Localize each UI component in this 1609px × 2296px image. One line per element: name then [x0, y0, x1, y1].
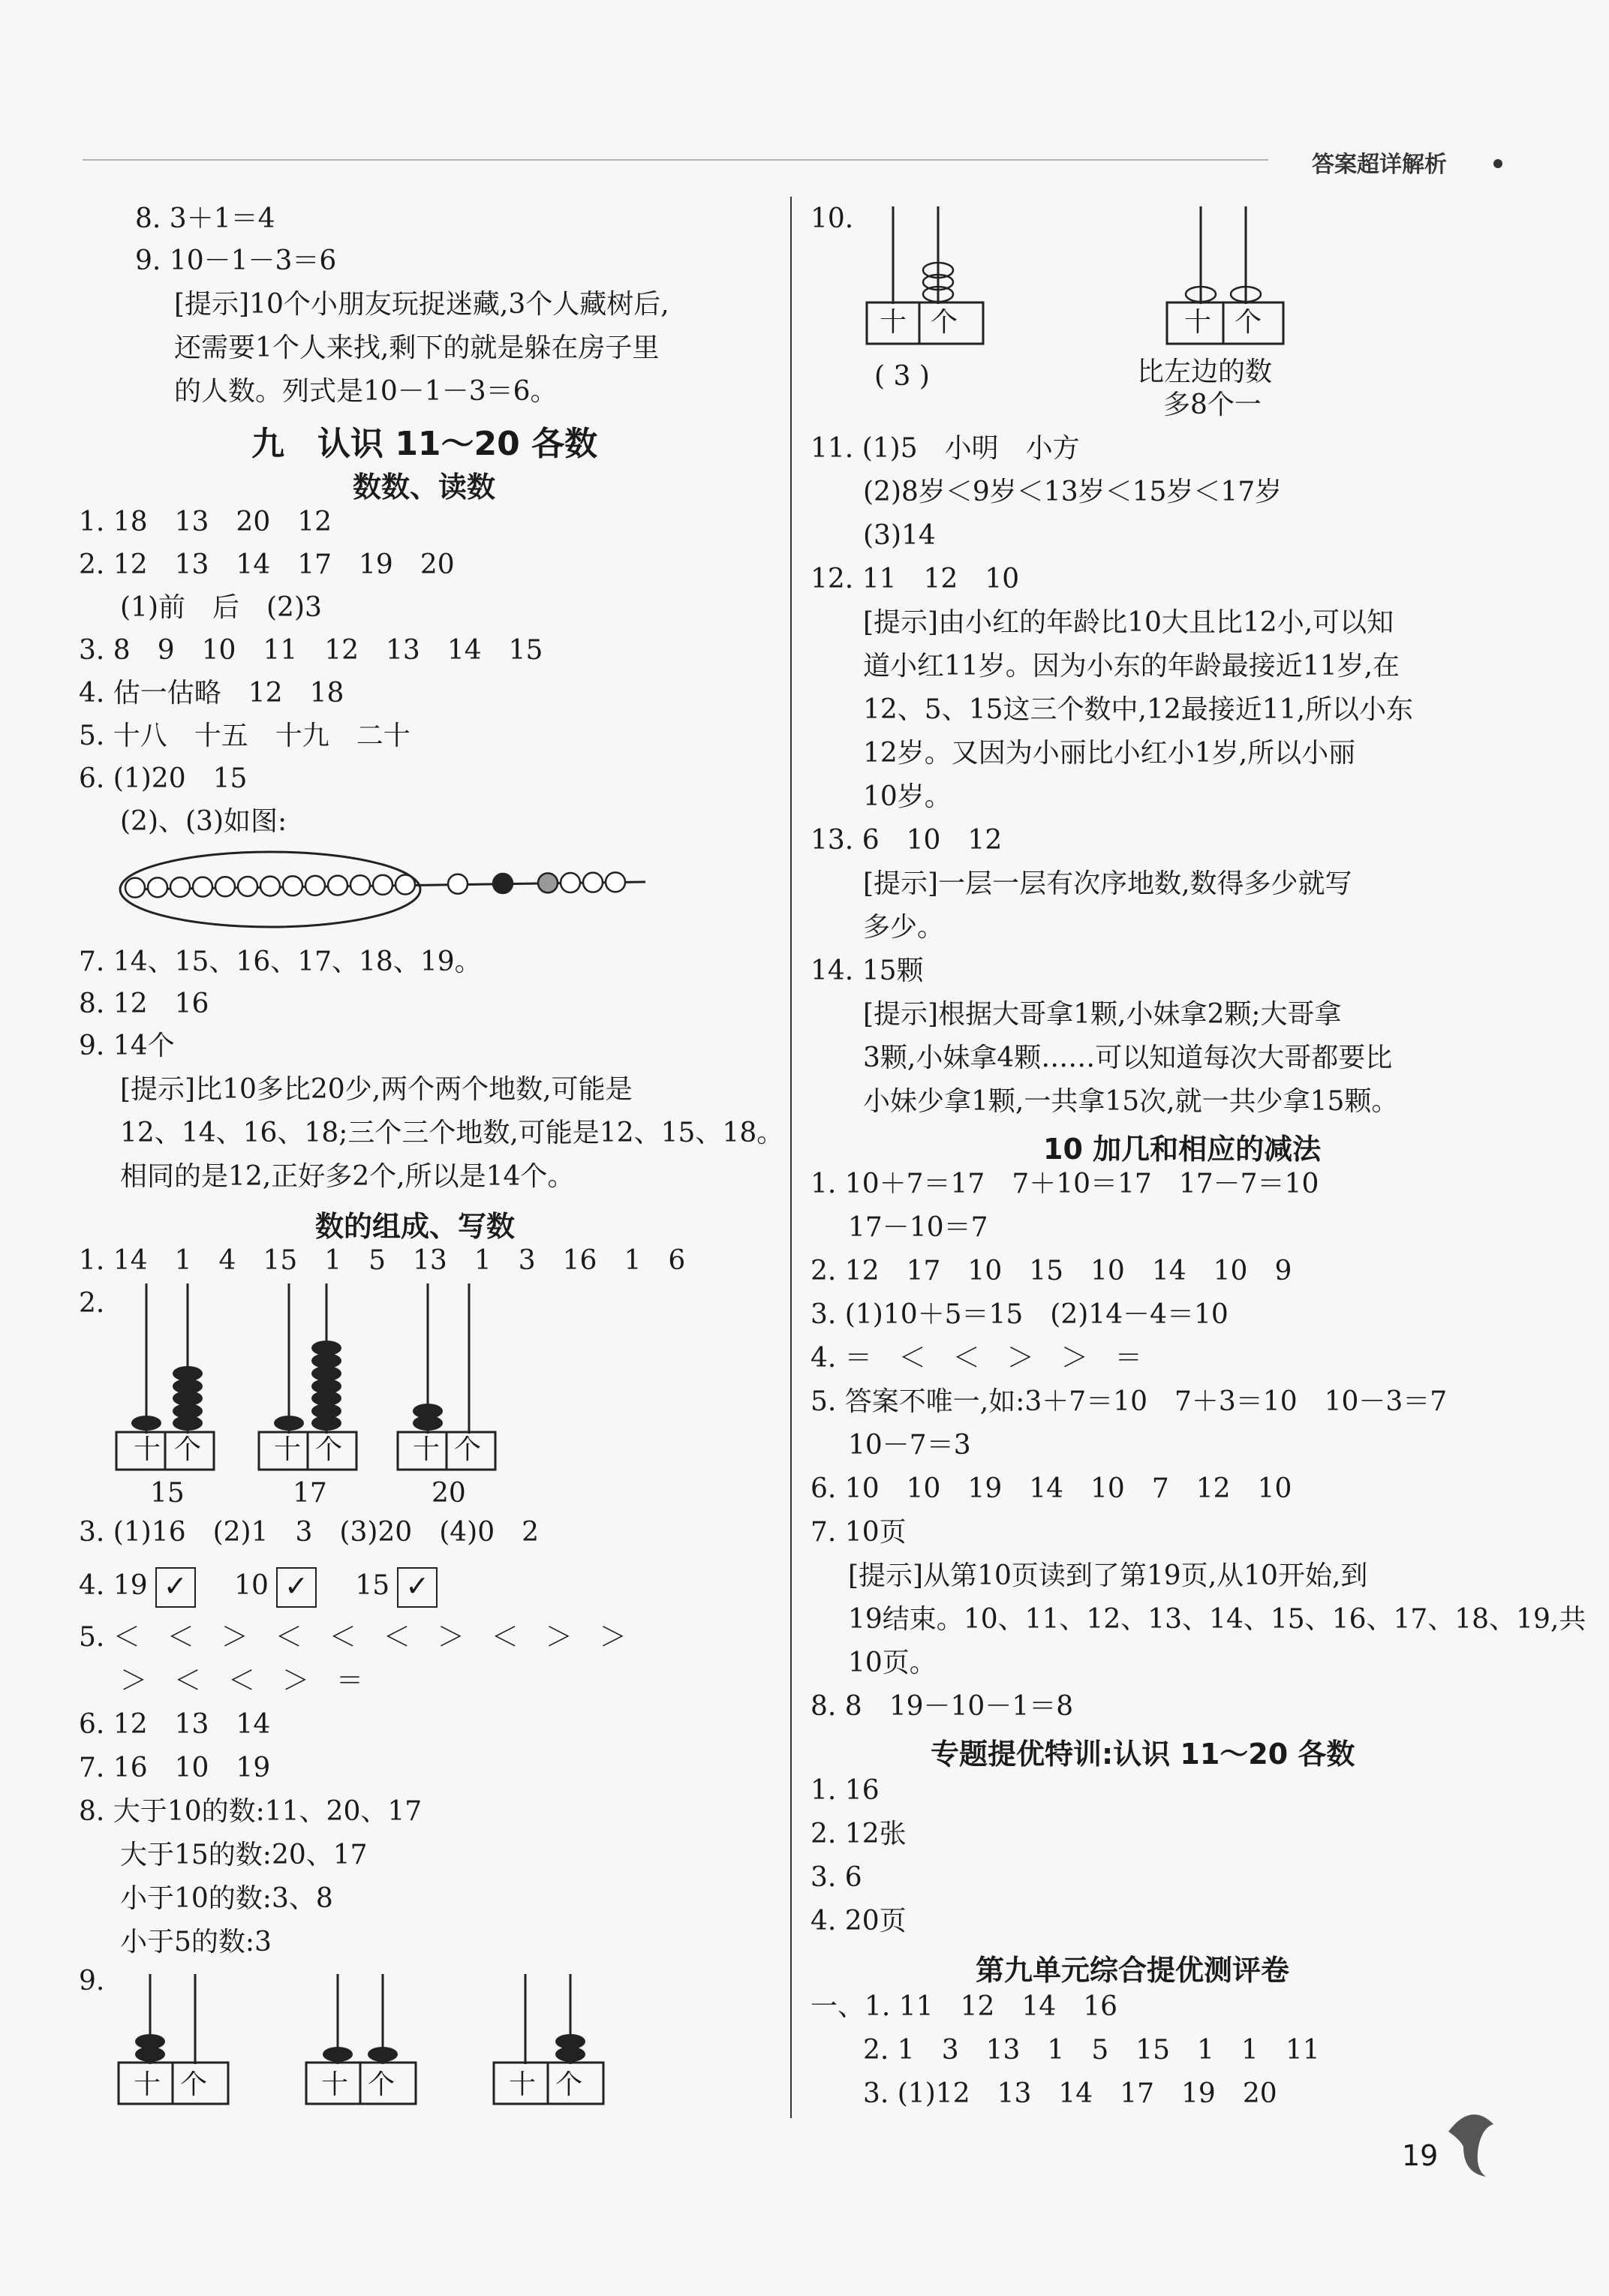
- count-answer-6: 6. (1)20 15: [79, 763, 248, 794]
- count-answer-2: 2. 12 13 14 17 19 20: [79, 549, 455, 580]
- bead: [170, 877, 190, 897]
- hint-14-line2: 3颗,小妹拿4颗……可以知道每次大哥都要比: [863, 1043, 1393, 1073]
- bead: [215, 877, 235, 896]
- bead: [583, 873, 603, 892]
- hint-12-line3: 12、5、15这三个数中,12最接近11,所以小东: [863, 694, 1414, 725]
- abacus-label-tens: 十: [880, 307, 907, 338]
- compose-answer-4: [79, 1567, 468, 1608]
- count-answer-4: 4. 估一估略 12 18: [79, 678, 344, 709]
- count-answer-1: 1. 18 13 20 12: [79, 507, 332, 537]
- ten-plus-answer-6: 6. 10 10 19 14 10 7 12 10: [811, 1473, 1292, 1504]
- unit-test-answer-2: 2. 1 3 13 1 5 15 1 1 11: [863, 2035, 1320, 2066]
- compose-answer-8: 8. 大于10的数:11、20、17: [79, 1796, 423, 1827]
- answer-10-value: ( 3 ): [874, 361, 930, 392]
- abacus-value: 20: [432, 1478, 466, 1509]
- section-unit-test: 第九单元综合提优测评卷: [976, 1954, 1290, 1987]
- abacus-label-tens: 十: [509, 2069, 537, 2100]
- hint-12-line5: 10岁。: [863, 781, 952, 812]
- bead: [148, 877, 167, 897]
- hint-count-9-line1: [提示]比10多比20少,两个两个地数,可能是: [120, 1074, 633, 1105]
- special-answer-3: 3. 6: [811, 1862, 862, 1893]
- q4-number: 4.: [79, 1570, 105, 1601]
- compose-answer-6: 6. 12 13 14: [79, 1709, 271, 1740]
- section-count-read: 数数、读数: [353, 471, 496, 504]
- count-answer-3: 3. 8 9 10 11 12 13 14 15: [79, 635, 543, 666]
- bead: [373, 875, 392, 895]
- abacus-label-ones: 个: [1235, 307, 1262, 338]
- compose-answer-8d: 小于5的数:3: [120, 1927, 272, 1957]
- hint-ten-7-line1: [提示]从第10页读到了第19页,从10开始,到: [848, 1560, 1368, 1591]
- bead: [238, 877, 257, 896]
- special-answer-1: 1. 16: [811, 1775, 880, 1806]
- unit-test-answer-3: 3. (1)12 13 14 17 19 20: [863, 2078, 1277, 2109]
- hint-13-line1: [提示]一层一层有次序地数,数得多少就写: [863, 868, 1352, 899]
- abacus-label-tens: 十: [274, 1434, 302, 1465]
- answer-10-note-line1: 比左边的数: [1137, 357, 1273, 387]
- bead: [283, 876, 302, 895]
- special-answer-4: 4. 20页: [811, 1906, 907, 1936]
- bead: [448, 874, 468, 894]
- compose-answer-1: 1. 14 1 4 15 1 5 13 1 3 16 1 6: [79, 1245, 686, 1276]
- abacus-label-ones: 个: [315, 1434, 343, 1465]
- count-answer-8: 8. 12 16: [79, 989, 209, 1019]
- hint-12-line4: 12岁。又因为小丽比小红小1岁,所以小丽: [863, 738, 1356, 769]
- chapter-title: 九 认识 11～20 各数: [251, 425, 598, 463]
- check-box: ✓: [397, 1567, 438, 1608]
- check-box: ✓: [276, 1567, 317, 1608]
- unit-test-answer-1: 一、1. 11 12 14 16: [811, 1991, 1118, 2022]
- compose-answer-5b: ＞ ＜ ＜ ＞ ＝: [120, 1666, 364, 1696]
- compose-answer-9: 9.: [79, 1966, 105, 1997]
- compose-answer-8c: 小于10的数:3、8: [120, 1883, 333, 1914]
- hint-count-9-line3: 相同的是12,正好多2个,所以是14个。: [120, 1161, 575, 1192]
- ten-plus-answer-3: 3. (1)10＋5＝15 (2)14－4＝10: [811, 1299, 1229, 1330]
- header-title: 答案超详解析: [1312, 152, 1447, 178]
- ten-plus-answer-8: 8. 8 19－10－1＝8: [811, 1691, 1074, 1722]
- page-number: 19: [1402, 2139, 1439, 2172]
- bead: [493, 874, 513, 893]
- bead: [350, 875, 370, 895]
- hint-14-line3: 小妹少拿1颗,一共拿15次,就一共少拿15颗。: [863, 1086, 1399, 1117]
- hint-12-line2: 道小红11岁。因为小东的年龄最接近11岁,在: [863, 651, 1400, 682]
- section-ten-plus: 10 加几和相应的减法: [1043, 1133, 1322, 1166]
- answer-9: 9. 10－1－3＝6: [135, 245, 337, 276]
- count-answer-5: 5. 十八 十五 十九 二十: [79, 721, 411, 751]
- count-answer-9: 9. 14个: [79, 1031, 175, 1061]
- abacus-label-tens: 十: [321, 2069, 349, 2100]
- special-answer-2: 2. 12张: [811, 1819, 907, 1849]
- q4-item: 19: [113, 1570, 148, 1601]
- hint-ten-7-line2: 19结束。10、11、12、13、14、15、16、17、18、19,共: [848, 1604, 1586, 1635]
- hint-14-line1: [提示]根据大哥拿1颗,小妹拿2颗;大哥拿: [863, 999, 1342, 1030]
- abacus-label-tens: 十: [1184, 307, 1212, 338]
- compose-answer-3: 3. (1)16 (2)1 3 (3)20 (4)0 2: [79, 1517, 540, 1548]
- bead: [328, 876, 347, 895]
- ten-plus-answer-1: 1. 10＋7＝17 7＋10＝17 17－7＝10: [811, 1169, 1319, 1199]
- hint-9-line2: 还需要1个人来找,剩下的就是躲在房子里: [174, 333, 660, 363]
- abacus-label-ones: 个: [555, 2069, 583, 2100]
- hint-12-line1: [提示]由小红的年龄比10大且比12小,可以知: [863, 607, 1394, 638]
- answer-11: 11. (1)5 小明 小方: [811, 433, 1080, 464]
- check-box: ✓: [155, 1567, 196, 1608]
- answer-14: 14. 15颗: [811, 955, 924, 986]
- q4-item: 15: [355, 1570, 390, 1601]
- hint-9-line1: [提示]10个小朋友玩捉迷藏,3个人藏树后,: [174, 289, 669, 320]
- count-answer-7: 7. 14、15、16、17、18、19。: [79, 946, 482, 977]
- hint-ten-7-line3: 10页。: [848, 1648, 937, 1678]
- abacus-value: 17: [293, 1478, 327, 1509]
- header-rule: [83, 159, 1268, 161]
- abacus-value: 15: [150, 1478, 185, 1509]
- hint-13-line2: 多少。: [863, 912, 945, 943]
- hint-count-9-line2: 12、14、16、18;三个三个地数,可能是12、15、18。: [120, 1118, 784, 1148]
- answer-13: 13. 6 10 12: [811, 825, 1003, 856]
- answer-10: 10.: [811, 203, 854, 234]
- hint-9-line3: 的人数。列式是10－1－3＝6。: [174, 376, 558, 407]
- compose-answer-7: 7. 16 10 19: [79, 1753, 271, 1783]
- bead: [606, 872, 625, 892]
- abacus-label-ones: 个: [931, 307, 958, 338]
- abacus-label-ones: 个: [368, 2069, 395, 2100]
- section-compose-write: 数的组成、写数: [315, 1210, 516, 1243]
- bead: [305, 876, 325, 895]
- ten-plus-answer-7: 7. 10页: [811, 1517, 907, 1548]
- answer-11c: (3)14: [863, 520, 936, 551]
- abacus-label-tens: 十: [134, 1434, 161, 1465]
- q4-item: 10: [234, 1570, 269, 1601]
- abacus-label-tens: 十: [134, 2069, 161, 2100]
- compose-answer-2: 2.: [79, 1288, 105, 1319]
- bead: [538, 873, 558, 892]
- abacus-label-tens: 十: [413, 1434, 441, 1465]
- ten-plus-answer-2: 2. 12 17 10 15 10 14 10 9: [811, 1256, 1292, 1286]
- bead-string-figure: [113, 844, 653, 942]
- header-bullet: [1493, 159, 1502, 168]
- section-special-training: 专题提优特训:认识 11～20 各数: [931, 1738, 1355, 1771]
- bead: [395, 875, 415, 895]
- bead: [260, 877, 280, 896]
- abacus-label-ones: 个: [180, 2069, 208, 2100]
- answer-11b: (2)8岁＜9岁＜13岁＜15岁＜17岁: [863, 477, 1283, 507]
- ten-plus-answer-5b: 10－7＝3: [848, 1430, 971, 1461]
- ten-plus-answer-4: 4. ＝ ＜ ＜ ＞ ＞ ＝: [811, 1343, 1142, 1374]
- column-divider: [790, 197, 792, 2118]
- compose-answer-8b: 大于15的数:20、17: [120, 1840, 368, 1870]
- answer-12: 12. 11 12 10: [811, 564, 1020, 594]
- count-answer-6b: (2)、(3)如图:: [120, 806, 287, 837]
- ten-plus-answer-5: 5. 答案不唯一,如:3＋7＝10 7＋3＝10 10－3＝7: [811, 1386, 1448, 1417]
- compose-answer-5: 5. ＜ ＜ ＞ ＜ ＜ ＜ ＞ ＜ ＞ ＞: [79, 1622, 627, 1653]
- abacus-label-ones: 个: [174, 1434, 202, 1465]
- dolphin-logo-icon: [1441, 2102, 1501, 2184]
- count-answer-2b: (1)前 后 (2)3: [120, 592, 322, 623]
- answer-8: 8. 3＋1＝4: [135, 203, 275, 234]
- bead: [561, 873, 580, 892]
- abacus-label-ones: 个: [454, 1434, 482, 1465]
- answer-10-note-line2: 多8个一: [1163, 390, 1262, 420]
- ten-plus-answer-1b: 17－10＝7: [848, 1212, 988, 1243]
- bead: [125, 878, 145, 898]
- bead: [193, 877, 212, 897]
